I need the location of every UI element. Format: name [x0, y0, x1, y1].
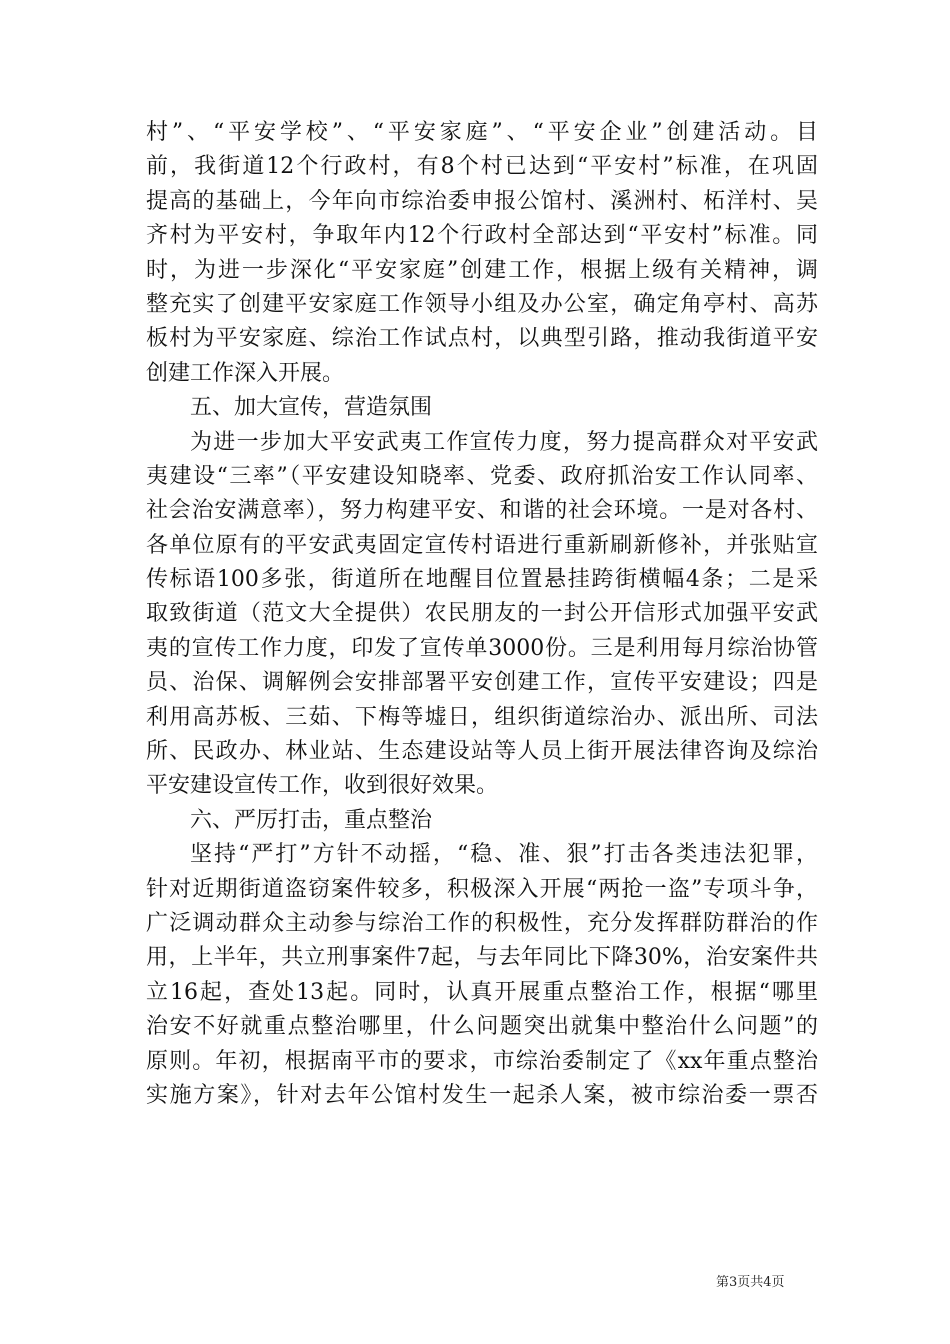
- text-line: 所、民政办、林业站、生态建设站等人员上街开展法律咨询及综治: [146, 739, 818, 765]
- text-line: 时，为进一步深化“平安家庭”创建工作，根据上级有关精神，调: [146, 257, 818, 283]
- section-heading: 六、严厉打击，重点整治: [190, 807, 433, 833]
- text-line: 取致街道（范文大全提供）农民朋友的一封公开信形式加强平安武: [146, 601, 818, 627]
- text-line: 坚持“严打”方针不动摇，“稳、准、狠”打击各类违法犯罪，: [190, 842, 818, 868]
- text-line: 员、治保、调解例会安排部署平安创建工作，宣传平安建设；四是: [146, 670, 818, 696]
- text-line: 治安不好就重点整治哪里，什么问题突出就集中整治什么问题”的: [146, 1014, 818, 1040]
- text-line: 为进一步加大平安武夷工作宣传力度，努力提高群众对平安武: [190, 429, 818, 455]
- text-line: 立16起，查处13起。同时，认真开展重点整治工作，根据“哪里: [146, 979, 818, 1005]
- text-line: 夷建设“三率”（平安建设知晓率、党委、政府抓治安工作认同率、: [146, 463, 818, 489]
- text-line: 前，我街道12个行政村，有8个村已达到“平安村”标准，在巩固: [146, 154, 818, 180]
- text-line: 提高的基础上，今年向市综治委申报公馆村、溪洲村、柘洋村、吴: [146, 188, 818, 214]
- section-heading: 五、加大宣传，营造氛围: [190, 395, 433, 421]
- text-line: 板村为平安家庭、综治工作试点村，以典型引路，推动我街道平安: [146, 326, 818, 352]
- text-line: 用，上半年，共立刑事案件7起，与去年同比下降30%，治安案件共: [146, 945, 818, 971]
- text-line: 村”、“平安学校”、“平安家庭”、“平安企业”创建活动。目: [146, 120, 818, 145]
- text-line: 实施方案》，针对去年公馆村发生一起杀人案，被市综治委一票否: [146, 1082, 818, 1108]
- text-line: 广泛调动群众主动参与综治工作的积极性，充分发挥群防群治的作: [146, 910, 818, 936]
- body-text: [146, 116, 818, 1113]
- text-line: 利用高苏板、三茹、下梅等墟日，组织街道综治办、派出所、司法: [146, 704, 818, 730]
- text-line: 各单位原有的平安武夷固定宣传村语进行重新刷新修补，并张贴宣: [146, 532, 818, 558]
- text-line: 传标语100多张，街道所在地醒目位置悬挂跨街横幅4条；二是采: [146, 567, 818, 593]
- text-line: 整充实了创建平安家庭工作领导小组及办公室，确定角亭村、高苏: [146, 291, 818, 317]
- text-line: 针对近期街道盗窃案件较多，积极深入开展“两抢一盗”专项斗争，: [146, 876, 818, 902]
- text-line: 原则。年初，根据南平市的要求，市综治委制定了《xx年重点整治: [146, 1048, 818, 1074]
- text-line: 平安建设宣传工作，收到很好效果。: [146, 773, 499, 799]
- text-line: 社会治安满意率），努力构建平安、和谐的社会环境。一是对各村、: [146, 498, 818, 524]
- page-footer: 第3页共4页: [716, 1275, 785, 1290]
- text-line: 夷的宣传工作力度，印发了宣传单3000份。三是利用每月综治协管: [146, 635, 818, 661]
- text-line: 创建工作深入开展。: [146, 360, 345, 386]
- text-line: 齐村为平安村，争取年内12个行政村全部达到“平安村”标准。同: [146, 223, 818, 249]
